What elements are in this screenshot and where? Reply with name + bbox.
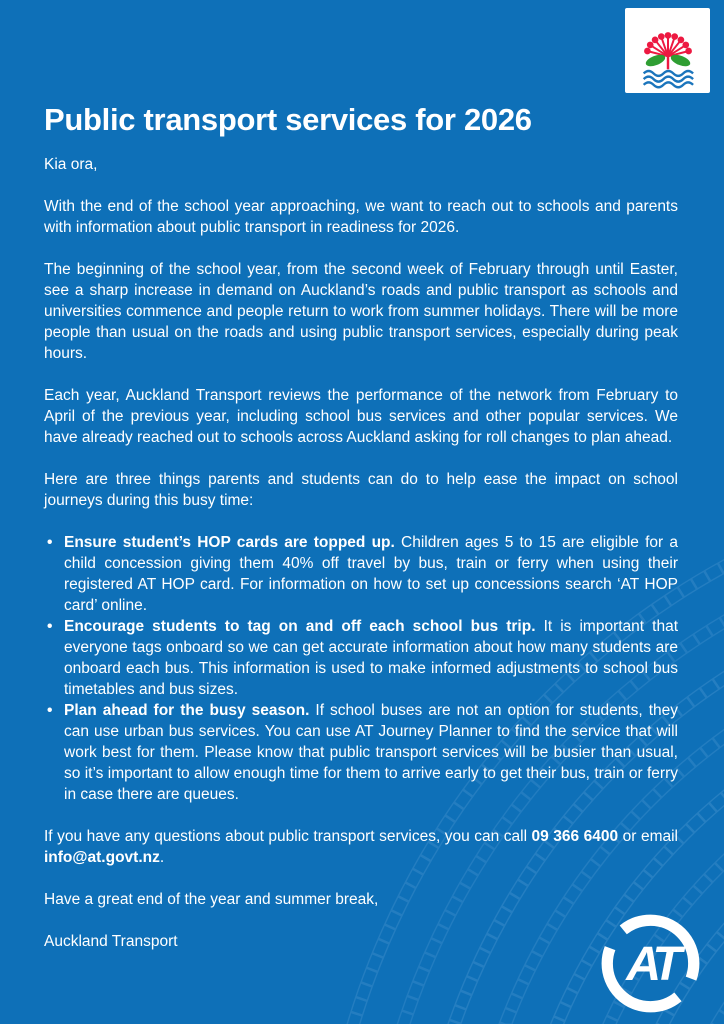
paragraph-review: Each year, Auckland Transport reviews the performance of the network from February to April of the previous year, including school bus services and other popular services. We have already reached out to schools across Auckland asking for roll changes to plan ahead. [44, 387, 678, 446]
paragraph-intro: With the end of the school year approaching, we want to reach out to schools and parents with information about public transport in readiness for 2026. [44, 198, 678, 236]
at-monogram-text: AT [626, 936, 677, 991]
signature: Auckland Transport [44, 933, 178, 950]
at-logo [599, 912, 702, 1015]
bullet-lead: Plan ahead for the busy season. [64, 702, 310, 719]
at-circle-monogram-icon [599, 912, 702, 1015]
bullet-icon: • [47, 702, 53, 719]
contact-line [44, 826, 678, 868]
list-item-tag-on-off [44, 616, 678, 700]
letter-content [44, 0, 678, 973]
bullet-text: It is important that everyone tags onboard so we can get accurate information about how many students are onboard each bus. This information is used to make informed adjustments to school bus timetables and bus sizes. [64, 618, 679, 698]
bullet-text: Children ages 5 to 15 are eligible for a child concession giving them 40% off travel by bus, train or ferry when using their registered AT HOP card. For information on how to set up concessions search ‘AT HOP card’ online. [64, 534, 678, 614]
closing-line: Have a great end of the year and summer break, [44, 891, 379, 908]
bullet-lead: Ensure student’s HOP cards are topped up. [64, 534, 395, 551]
bullet-icon: • [47, 618, 53, 635]
bullet-text: If school buses are not an option for students, they can use urban bus services. You can use AT Journey Planner to find the service that will work best for them. Please know that public transport services will be busier than usual, so it’s important to allow enough time for them to arrive early to get their bus, train or ferry in case there are queues. [64, 702, 678, 803]
greeting: Kia ora, [44, 156, 98, 173]
paragraph-three-things: Here are three things parents and students can do to help ease the impact on school journeys during this busy time: [44, 471, 678, 509]
tips-list [44, 532, 678, 805]
page-title: Public transport services for 2026 [44, 102, 532, 137]
contact-text-after-email: . [159, 849, 165, 866]
list-item-hop-cards [44, 532, 678, 616]
contact-text-before-phone: If you have any questions about public transport services, you can call [44, 828, 532, 845]
contact-text-between: or email [618, 828, 678, 845]
bullet-lead: Encourage students to tag on and off each school bus trip. [64, 618, 536, 635]
paragraph-demand: The beginning of the school year, from the second week of February through until Easter, see a sharp increase in demand on Auckland’s roads and public transport as schools and universities commence and people return to work from summer holidays. There will be more people than usual on the roads and using public transport services, especially during peak hours. [44, 261, 678, 362]
bullet-icon: • [47, 534, 53, 551]
email-address: info@at.govt.nz [44, 849, 160, 866]
list-item-plan-ahead [44, 700, 678, 805]
phone-number: 09 366 6400 [531, 828, 619, 845]
